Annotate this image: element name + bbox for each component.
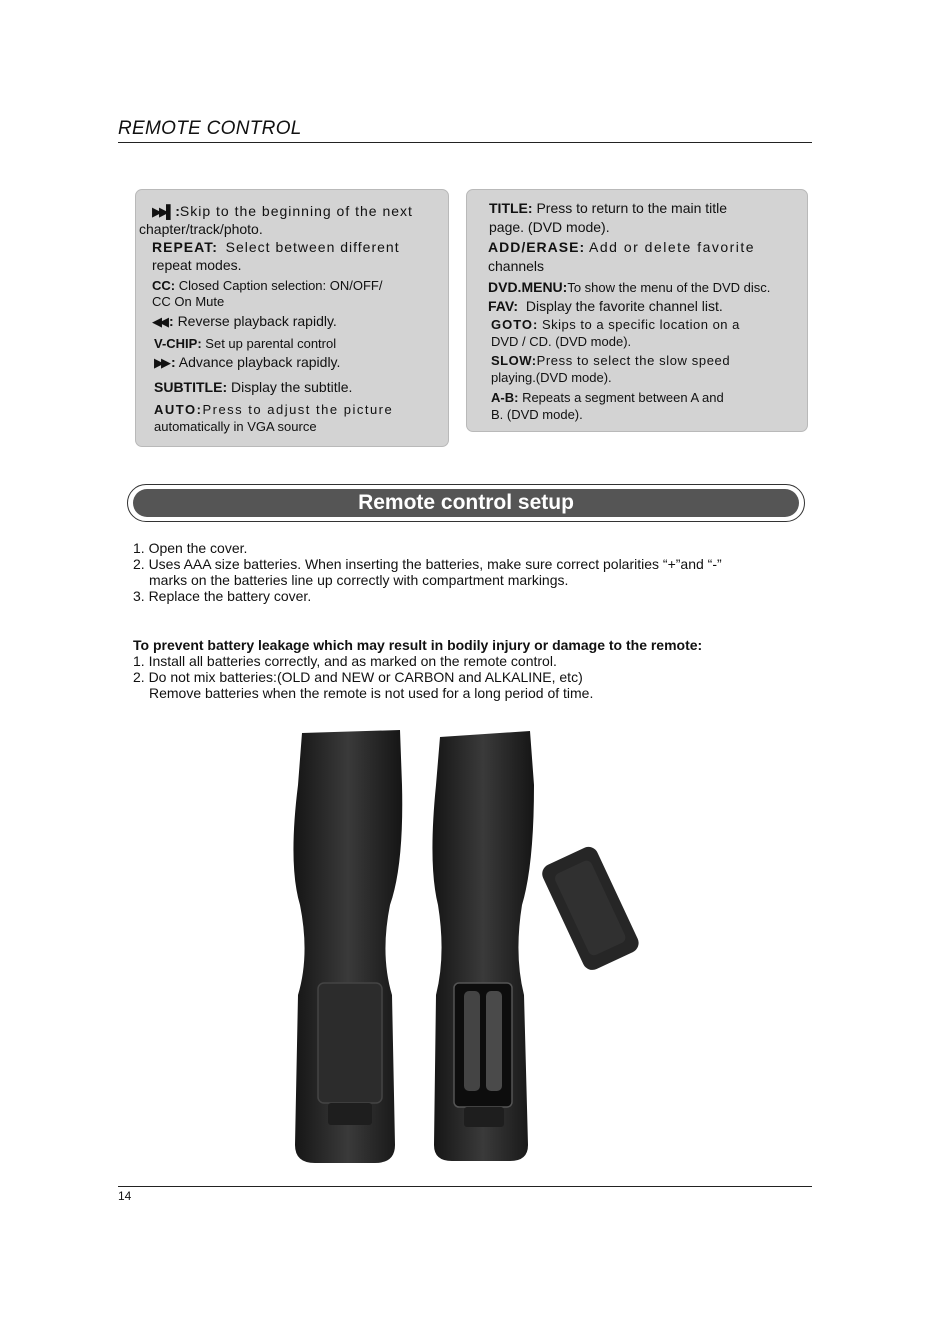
desc-slow-cont: playing.(DVD mode).	[491, 370, 612, 385]
setup-step-cont: marks on the batteries line up correctly with compartment markings.	[149, 572, 569, 588]
desc-ab-cont: B. (DVD mode).	[491, 407, 583, 422]
desc-slow: SLOW:Press to select the slow speed	[491, 353, 731, 368]
desc-title-cont: page. (DVD mode).	[489, 219, 610, 235]
fast-forward-icon: ▶▶	[154, 355, 168, 370]
battery-cover	[539, 844, 642, 974]
desc-add-erase-cont: channels	[488, 258, 545, 274]
desc-ab: A-B: Repeats a segment between A and	[491, 390, 724, 405]
desc-next: ▶▶▌ :Skip to the beginning of the next	[152, 203, 413, 219]
page-header-title: REMOTE CONTROL	[118, 118, 302, 139]
desc-repeat: REPEAT: Select between different	[152, 239, 400, 255]
desc-next-cont: chapter/track/photo.	[139, 221, 263, 237]
rewind-icon: ◀◀	[152, 314, 166, 329]
desc-add-erase: ADD/ERASE: Add or delete favorite	[488, 239, 756, 255]
desc-auto-cont: automatically in VGA source	[154, 419, 317, 434]
warning-line: 1. Install all batteries correctly, and as marked on the remote control.	[133, 653, 557, 669]
warning-line: Remove batteries when the remote is not used for a long period of time.	[149, 685, 594, 701]
warning-line: 2. Do not mix batteries:(OLD and NEW or CARBON and ALKALINE, etc)	[133, 669, 583, 685]
page-number: 14	[118, 1189, 132, 1203]
button-descriptions-right-panel	[466, 189, 808, 432]
desc-repeat-cont: repeat modes.	[152, 257, 242, 273]
desc-dvd-menu: DVD.MENU:To show the menu of the DVD disc.	[488, 279, 771, 295]
desc-goto: GOTO: Skips to a specific location on a	[491, 317, 740, 332]
desc-goto-cont: DVD / CD. (DVD mode).	[491, 334, 632, 349]
desc-vchip: V-CHIP: Set up parental control	[154, 336, 337, 351]
setup-step: 3. Replace the battery cover.	[133, 588, 312, 604]
desc-title: TITLE: Press to return to the main title	[489, 200, 728, 216]
setup-step: 1. Open the cover.	[133, 540, 248, 556]
desc-cc-cont: CC On Mute	[152, 294, 225, 309]
warning-heading: To prevent battery leakage which may result in bodily injury or damage to the remote:	[133, 637, 703, 653]
next-track-icon: ▶▶▌	[152, 204, 173, 219]
remote-control-photo	[280, 725, 680, 1170]
section-banner	[127, 484, 805, 522]
section-banner-title: Remote control setup	[133, 489, 799, 517]
remote-back-closed	[293, 730, 402, 1163]
desc-cc: CC: Closed Caption selection: ON/OFF/	[152, 278, 383, 293]
footer-divider	[118, 1186, 812, 1187]
header-divider	[118, 142, 812, 143]
button-descriptions-left-panel	[135, 189, 449, 447]
setup-step: 2. Uses AAA size batteries. When inserting the batteries, make sure correct polarities “+”and “-”	[133, 556, 722, 572]
remote-back-open	[432, 731, 534, 1161]
desc-forward: ▶▶ : Advance playback rapidly.	[154, 354, 341, 370]
desc-fav: FAV: Display the favorite channel list.	[488, 298, 723, 314]
desc-rewind: ◀◀ : Reverse playback rapidly.	[152, 313, 337, 329]
desc-subtitle: SUBTITLE: Display the subtitle.	[154, 379, 353, 395]
desc-auto: AUTO:Press to adjust the picture	[154, 402, 394, 417]
